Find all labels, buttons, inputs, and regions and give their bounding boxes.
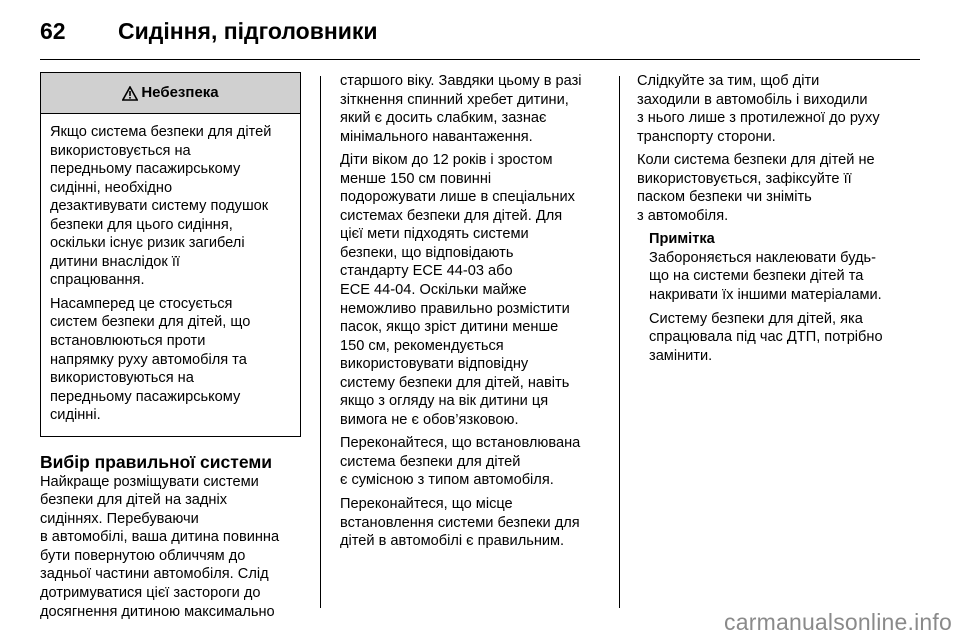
body-paragraph: Слідкуйте за тим, щоб діти заходили в автомобіль і виходили з нього лише з протилежної до руху транспорту сторони.	[637, 73, 880, 145]
body-paragraph: Переконайтеся, що місце встановлення системи безпеки для дітей в автомобілі є правильним.	[340, 496, 580, 550]
section-heading: Вибір правильної системи	[40, 451, 273, 472]
note-paragraph: Систему безпеки для дітей, яка спрацювала під час ДТП, потрібно замінити.	[649, 310, 883, 364]
page-header	[40, 14, 920, 54]
column-3	[637, 72, 907, 370]
warning-box	[40, 72, 301, 437]
note-block	[649, 230, 907, 365]
column-2	[340, 72, 605, 556]
page-number: 62	[40, 18, 66, 44]
warning-paragraph: Якщо система безпеки для дітей використовується на передньому пасажирському сидінні, необхідно дезактивувати систему подушок безпеки для цього сидіння, оскільки існує ризик загибелі дитини внаслідок її спрацювання.	[50, 124, 272, 289]
watermark-logo: carmanualsonline.info	[724, 609, 952, 635]
column-1	[40, 72, 302, 626]
body-paragraph: Переконайтеся, що встановлювана система безпеки для дітей є сумісною з типом автомобіля.	[340, 435, 581, 489]
warning-triangle-icon	[122, 86, 138, 101]
body-paragraph: Коли система безпеки для дітей не використовується, зафіксуйте її паском безпеки чи зніміть з автомобіля.	[637, 152, 875, 224]
body-paragraph: Діти віком до 12 років і зростом менше 150 см повинні подорожувати лише в спеціальних системах безпеки для дітей. Для цієї мети підходять системи безпеки, що відповідають стандарту ECE 44-03 або ECE 44-04. Оскільки майже неможливо правильно розмістити пасок, якщо зріст дитини менше 150 см, рекомендується використовувати відповідну систему безпеки для дітей, навіть якщо з огляду на вік дитини ця вимога не є обов’язковою.	[340, 152, 575, 428]
header-divider	[40, 59, 920, 60]
note-label: Примітка	[649, 231, 715, 248]
warning-header	[41, 73, 300, 114]
note-paragraph: Забороняється наклеювати будь- що на системи безпеки дітей та накривати їх іншими матеріалами.	[649, 249, 882, 304]
body-paragraph: старшого віку. Завдяки цьому в разі зіткнення спинний хребет дитини, який є досить слабким, зазнає мінімального навантаження.	[340, 73, 582, 145]
section-paragraph: Найкраще розміщувати системи безпеки для дітей на задніх сидіннях. Перебуваючи в автомобілі, ваша дитина повинна бути повернутою обличчям до задньої частини автомобіля. Слід дотримуватися цієї застороги до досягнення дитиною максимально	[40, 473, 280, 620]
column-divider-2	[619, 76, 620, 608]
column-divider-1	[320, 76, 321, 608]
warning-title: Небезпека	[141, 83, 219, 101]
page-title: Сидіння, підголовники	[118, 18, 378, 44]
warning-paragraph: Насамперед це стосується систем безпеки для дітей, що встановлюються проти напрямку руху автомобіля та використовуються на передньому пасажирському сидінні.	[50, 295, 251, 424]
warning-body	[41, 114, 300, 436]
